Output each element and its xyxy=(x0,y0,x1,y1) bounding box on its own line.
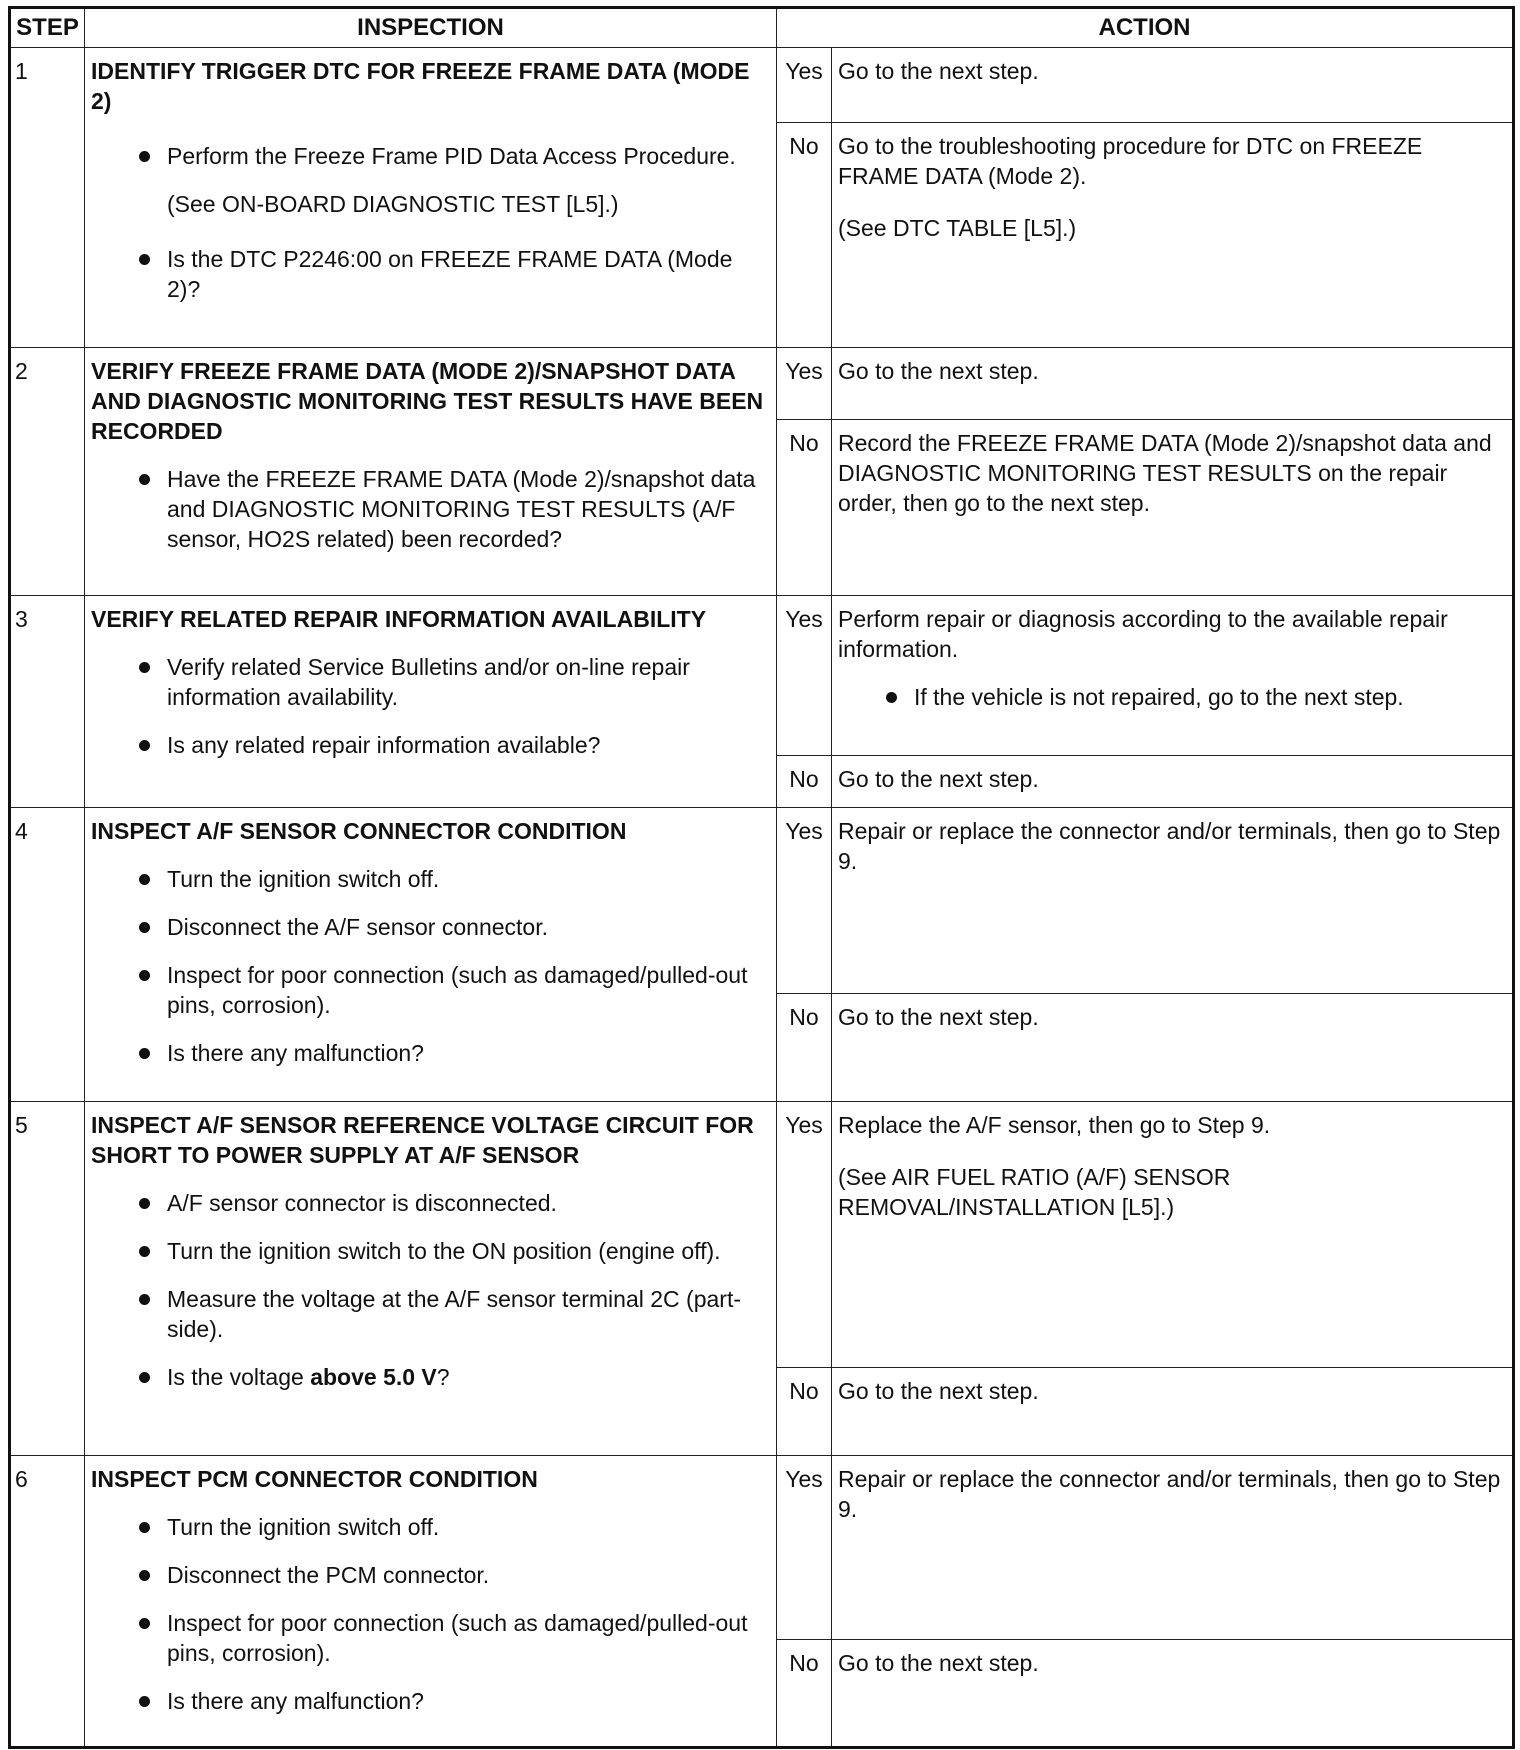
step-6-no-action: Go to the next step. xyxy=(832,1640,1514,1748)
step-4-bullet-4: Is there any malfunction? xyxy=(167,1038,768,1068)
step-2-bullets xyxy=(91,464,768,554)
step-4-yes-action: Repair or replace the connector and/or terminals, then go to Step 9. xyxy=(832,808,1514,994)
step-5-bullet-1: A/F sensor connector is disconnected. xyxy=(167,1188,768,1218)
step-1-number: 1 xyxy=(10,48,85,348)
step-1-no-action xyxy=(832,123,1514,348)
step-4-no-label: No xyxy=(777,994,832,1102)
step-3-bullet-2: Is any related repair information available? xyxy=(167,730,768,760)
step-1-no-text: Go to the troubleshooting procedure for DTC on FREEZE FRAME DATA (Mode 2). xyxy=(838,133,1423,189)
header-row xyxy=(10,8,1514,48)
step-1-note: (See ON-BOARD DIAGNOSTIC TEST [L5].) xyxy=(167,191,619,217)
step-5-bullet-4-bold: above 5.0 V xyxy=(310,1364,437,1390)
step-5-bullet-2: Turn the ignition switch to the ON position (engine off). xyxy=(167,1236,768,1266)
step-5-yes-ref: (See AIR FUEL RATIO (A/F) SENSOR REMOVAL/INSTALLATION [L5].) xyxy=(838,1164,1231,1220)
step-3-no-label: No xyxy=(777,756,832,808)
step-4-inspection xyxy=(85,808,777,1102)
step-3-yes-bullets xyxy=(838,682,1506,712)
step-3-yes-text: Perform repair or diagnosis according to the available repair information. xyxy=(838,606,1448,662)
step-2-yes-row xyxy=(10,348,1514,420)
step-2-bullet-1: Have the FREEZE FRAME DATA (Mode 2)/snapshot data and DIAGNOSTIC MONITORING TEST RESULTS (A/F sensor, HO2S related) been recorded? xyxy=(167,464,768,554)
step-4-no-action: Go to the next step. xyxy=(832,994,1514,1102)
step-6-yes-action: Repair or replace the connector and/or terminals, then go to Step 9. xyxy=(832,1456,1514,1640)
step-3-bullet-1: Verify related Service Bulletins and/or on-line repair information availability. xyxy=(167,652,768,712)
step-3-yes-bullet: If the vehicle is not repaired, go to the next step. xyxy=(914,682,1506,712)
step-4-title: INSPECT A/F SENSOR CONNECTOR CONDITION xyxy=(91,818,627,844)
step-2-title: VERIFY FREEZE FRAME DATA (MODE 2)/SNAPSHOT DATA AND DIAGNOSTIC MONITORING TEST RESULTS HAVE BEEN RECORDED xyxy=(91,358,764,444)
step-4-bullet-1: Turn the ignition switch off. xyxy=(167,864,768,894)
step-6-yes-row xyxy=(10,1456,1514,1640)
step-3-bullets xyxy=(91,652,768,760)
step-6-bullets xyxy=(91,1512,768,1716)
step-4-bullet-2: Disconnect the A/F sensor connector. xyxy=(167,912,768,942)
header-step: STEP xyxy=(10,8,85,48)
step-5-number: 5 xyxy=(10,1102,85,1456)
step-1-bullets xyxy=(91,141,768,171)
step-4-bullets xyxy=(91,864,768,1068)
step-2-yes-label: Yes xyxy=(777,348,832,420)
step-2-yes-action: Go to the next step. xyxy=(832,348,1514,420)
step-1-yes-label: Yes xyxy=(777,48,832,123)
step-1-title: IDENTIFY TRIGGER DTC FOR FREEZE FRAME DATA (MODE 2) xyxy=(91,58,750,114)
step-3-number: 3 xyxy=(10,596,85,808)
step-1-bullet-1: Perform the Freeze Frame PID Data Access Procedure. xyxy=(167,141,768,171)
step-5-no-action: Go to the next step. xyxy=(832,1368,1514,1456)
step-2-inspection xyxy=(85,348,777,596)
step-2-no-label: No xyxy=(777,420,832,596)
step-6-yes-label: Yes xyxy=(777,1456,832,1640)
step-3-inspection xyxy=(85,596,777,808)
step-6-inspection xyxy=(85,1456,777,1748)
step-2-number: 2 xyxy=(10,348,85,596)
step-4-yes-label: Yes xyxy=(777,808,832,994)
step-4-number: 4 xyxy=(10,808,85,1102)
step-4-bullet-3: Inspect for poor connection (such as damaged/pulled-out pins, corrosion). xyxy=(167,960,768,1020)
step-5-no-label: No xyxy=(777,1368,832,1456)
header-inspection: INSPECTION xyxy=(85,8,777,48)
step-1-inspection xyxy=(85,48,777,348)
step-5-bullet-3: Measure the voltage at the A/F sensor terminal 2C (part-side). xyxy=(167,1284,768,1344)
step-6-title: INSPECT PCM CONNECTOR CONDITION xyxy=(91,1466,538,1492)
step-3-no-action: Go to the next step. xyxy=(832,756,1514,808)
step-1-no-label: No xyxy=(777,123,832,348)
step-6-bullet-1: Turn the ignition switch off. xyxy=(167,1512,768,1542)
step-5-bullet-4-post: ? xyxy=(436,1364,450,1390)
step-5-bullet-4-pre: Is the voltage xyxy=(167,1364,311,1390)
step-1-yes-row xyxy=(10,48,1514,123)
step-1-bullets-2 xyxy=(91,244,768,304)
step-5-yes-action xyxy=(832,1102,1514,1368)
step-5-yes-label: Yes xyxy=(777,1102,832,1368)
step-4-yes-row xyxy=(10,808,1514,994)
step-1-yes-action: Go to the next step. xyxy=(832,48,1514,123)
diagnostic-table xyxy=(8,6,1515,1749)
step-5-inspection xyxy=(85,1102,777,1456)
step-5-bullet-4 xyxy=(167,1362,768,1392)
step-6-bullet-2: Disconnect the PCM connector. xyxy=(167,1560,768,1590)
step-5-title: INSPECT A/F SENSOR REFERENCE VOLTAGE CIRCUIT FOR SHORT TO POWER SUPPLY AT A/F SENSOR xyxy=(91,1112,754,1168)
step-6-number: 6 xyxy=(10,1456,85,1748)
step-6-bullet-4: Is there any malfunction? xyxy=(167,1686,768,1716)
step-5-yes-text: Replace the A/F sensor, then go to Step 9. xyxy=(838,1112,1271,1138)
step-3-title: VERIFY RELATED REPAIR INFORMATION AVAILABILITY xyxy=(91,606,707,632)
step-2-no-action: Record the FREEZE FRAME DATA (Mode 2)/snapshot data and DIAGNOSTIC MONITORING TEST RESULTS on the repair order, then go to the next step. xyxy=(832,420,1514,596)
step-1-no-ref: (See DTC TABLE [L5].) xyxy=(838,215,1077,241)
step-3-yes-row xyxy=(10,596,1514,756)
step-6-bullet-3: Inspect for poor connection (such as damaged/pulled-out pins, corrosion). xyxy=(167,1608,768,1668)
step-1-bullet-2: Is the DTC P2246:00 on FREEZE FRAME DATA (Mode 2)? xyxy=(167,244,768,304)
step-3-yes-label: Yes xyxy=(777,596,832,756)
header-action: ACTION xyxy=(777,8,1514,48)
step-5-yes-row xyxy=(10,1102,1514,1368)
step-3-yes-action xyxy=(832,596,1514,756)
step-5-bullets xyxy=(91,1188,768,1392)
step-6-no-label: No xyxy=(777,1640,832,1748)
